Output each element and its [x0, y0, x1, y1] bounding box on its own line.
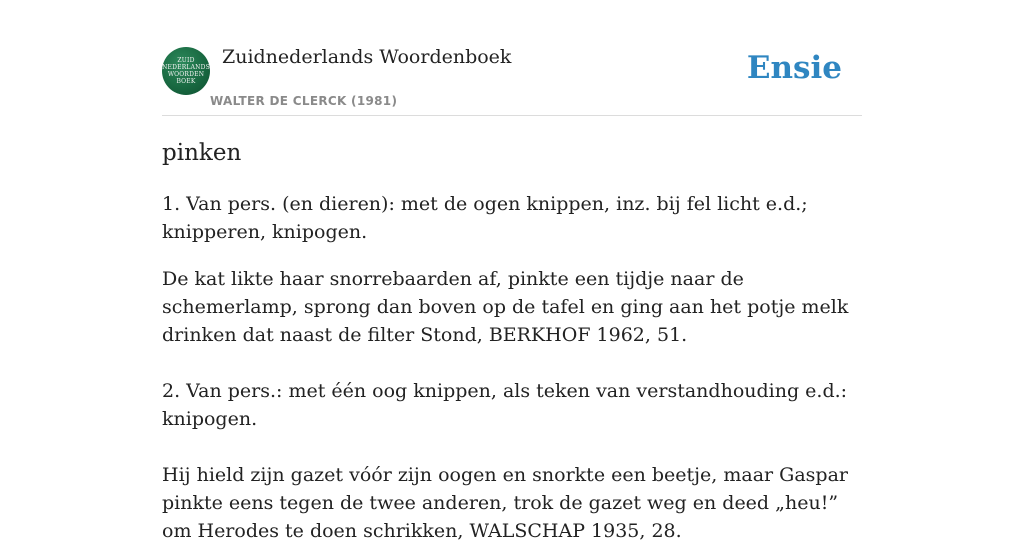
definition-1: 1. Van pers. (en dieren): met de ogen knippen, inz. bij fel licht e.d.; knipperen, knipogen.	[162, 193, 808, 243]
definition-2: 2. Van pers.: met één oog knippen, als teken van verstandhouding e.d.: knipogen.	[162, 380, 848, 430]
logo-text-line: WOORDEN	[167, 71, 205, 78]
dictionary-title[interactable]: Zuidnederlands Woordenboek	[222, 46, 512, 68]
entry-content	[162, 138, 862, 545]
header-divider	[162, 115, 862, 116]
logo-text-line: BOEK	[176, 78, 196, 85]
ensie-brand-logo[interactable]: Ensie	[746, 50, 842, 86]
entry-headword: pinken	[162, 140, 242, 166]
example-quote-1: De kat likte haar snorrebaarden af, pinkte een tijdje naar de schemerlamp, sprong dan boven op de tafel en ging aan het potje melk drinken dat naast de filter Stond, BERKHOF 1962, 51.	[162, 268, 849, 346]
logo-text-line: NEDERLANDS	[162, 64, 210, 71]
example-quote-2: Hij hield zijn gazet vóór zijn oogen en snorkte een beetje, maar Gaspar pinkte eens tegen de twee anderen, trok de gazet weg en deed „heu!” om Herodes te doen schrikken, WALSCHAP 1935, 28.	[162, 464, 848, 542]
dictionary-author: WALTER DE CLERCK (1981)	[210, 94, 398, 108]
logo-text-line: ZUID	[177, 57, 195, 64]
dictionary-logo[interactable]	[162, 47, 210, 95]
header	[162, 44, 862, 116]
